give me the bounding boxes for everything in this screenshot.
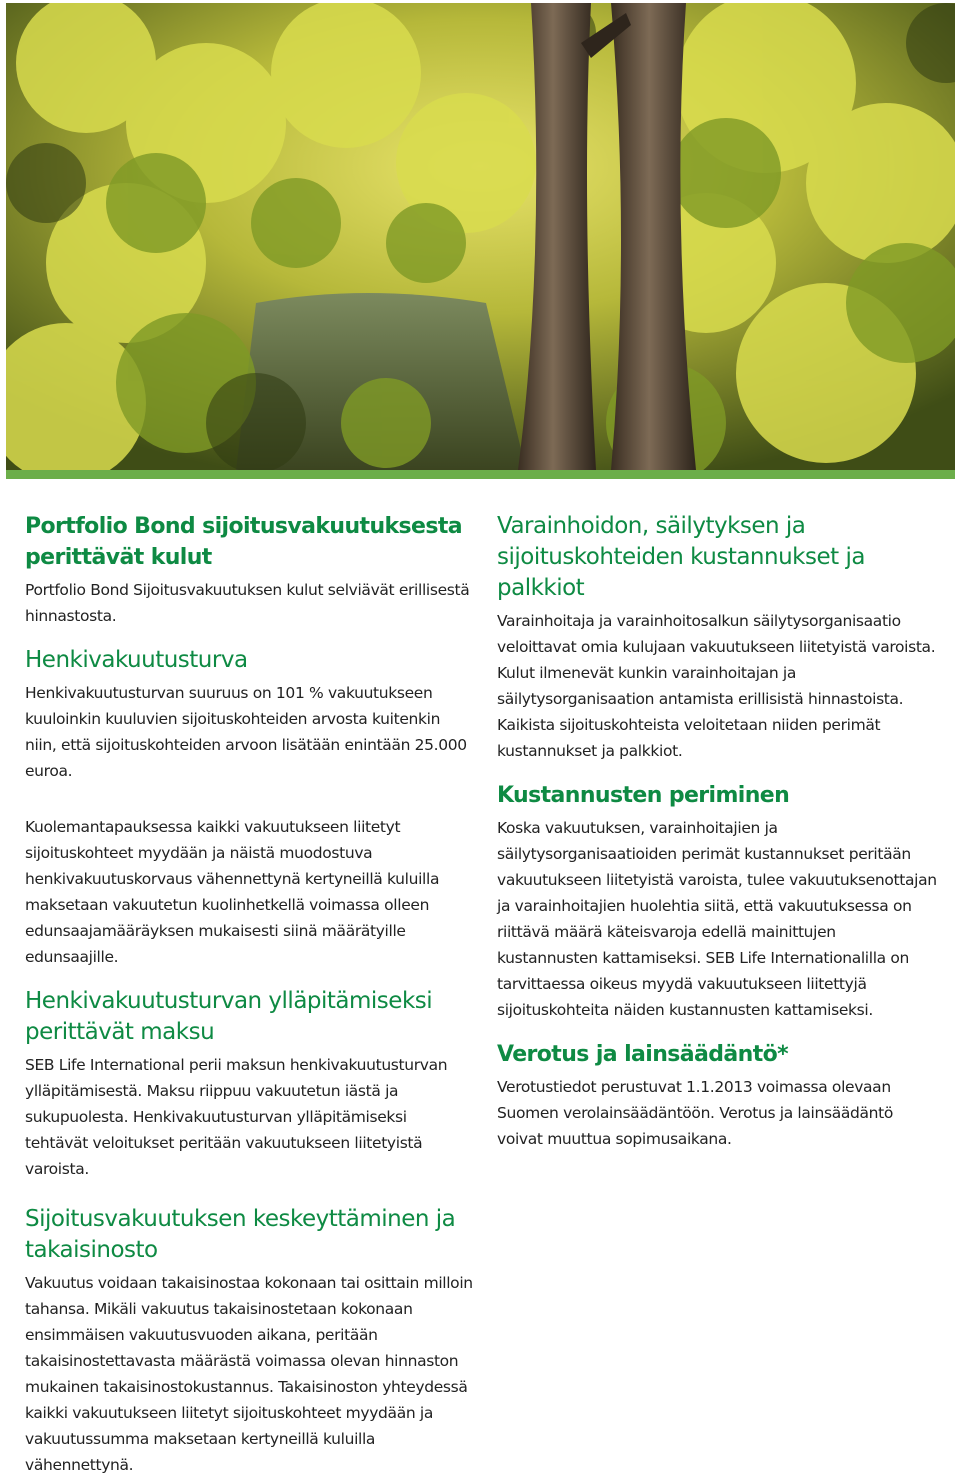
paragraph-portfolio-costs: Portfolio Bond Sijoitusvakuutuksen kulut selviävät erillisestä hinnastosta. xyxy=(25,581,470,625)
heading-line-1: Sijoitusvakuutuksen keskeyttäminen ja xyxy=(25,1206,456,1232)
heading-line-2: sijoituskohteiden kustannukset ja palkkiot xyxy=(497,544,865,601)
left-column xyxy=(25,511,473,1478)
paragraph-surrender: Vakuutus voidaan takaisinostaa kokonaan tai osittain milloin tahansa. Mikäli vakuutus takaisinostetaan kokonaan ensimmäisen vakuutusvuoden aikana, peritään takaisinostettavasta määrästä voimassa olevan hinnaston mukainen takaisinostokustannus. Takaisinoston yhteydessä kaikki vakuutukseen liitetyt sijoituskohteet myydään ja vakuutussumma maksetaan kertyneillä kuluilla vähennettynä. xyxy=(25,1274,473,1474)
heading-life-cover: Henkivakuutusturva xyxy=(25,647,248,673)
heading-surrender xyxy=(25,1204,473,1266)
paragraph-taxation: Verotustiedot perustuvat 1.1.2013 voimassa olevaan Suomen verolainsäädäntöön. Verotus ja lainsäädäntö voivat muuttua sopimusaikana. xyxy=(497,1078,893,1148)
paragraph-cost-collection: Koska vakuutuksen, varainhoitajien ja säilytysorganisaatioiden perimät kustannukset peritään vakuutukseen liitetyistä varoista, tulee vakuutuksenottajan ja varainhoitajien huolehtia siitä, että vakuutuksessa on riittävä määrä käteisvaroja edellä mainittujen kustannusten kattamiseksi. SEB Life Internationalilla on tarvittaessa oikeus myydä vakuutukseen liitettyjä sijoituskohteita näiden kustannusten kattamiseksi. xyxy=(497,819,937,1019)
paragraph-death-benefit: Kuolemantapauksessa kaikki vakuutukseen liitetyt sijoituskohteet myydään ja näistä muodostuva henkivakuutuskorvaus vähennettynä kertyneillä kuluilla maksetaan vakuutetun kuolinhetkellä voimassa olleen edunsaajamääräyksen mukaisesti siinä määrätyille edunsaajille. xyxy=(25,818,440,966)
green-divider xyxy=(6,470,955,479)
right-column xyxy=(497,511,941,1152)
paragraph-asset-management-costs: Varainhoitaja ja varainhoitosalkun säilytysorganisaatio veloittavat omia kulujaan vakuutukseen liitetyistä varoista. Kulut ilmenevät kunkin varainhoitajan ja säilytysorganisaation antamista erillisistä hinnastoista. Kaikista sijoituskohteista veloitetaan niiden perimät kustannukset ja palkkiot. xyxy=(497,612,936,760)
heading-line-1: Portfolio Bond sijoitusvakuutuksesta xyxy=(25,514,463,539)
heading-line-2: perittävät maksu xyxy=(25,1019,215,1045)
heading-line-2: perittävät kulut xyxy=(25,545,212,570)
heading-portfolio-costs xyxy=(25,511,473,573)
paragraph-life-cover: Henkivakuutusturvan suuruus on 101 % vakuutukseen kuuloinkin kuuluvien sijoituskohteiden arvosta kuitenkin niin, että sijoituskohteiden arvoon lisätään enintään 25.000 euroa. xyxy=(25,684,467,780)
heading-line-1: Varainhoidon, säilytyksen ja xyxy=(497,513,806,539)
heading-taxation: Verotus ja lainsäädäntö* xyxy=(497,1042,789,1067)
heading-cost-collection: Kustannusten periminen xyxy=(497,783,790,808)
paragraph-cover-fee: SEB Life International perii maksun henkivakuutusturvan ylläpitämisestä. Maksu riippuu vakuutetun iästä ja sukupuolesta. Henkivakuutusturvan ylläpitämiseksi tehtävät veloitukset peritään vakuutukseen liitetyistä varoista. xyxy=(25,1056,448,1178)
forest-illustration xyxy=(6,3,955,470)
heading-line-2: takaisinosto xyxy=(25,1237,158,1263)
heading-line-1: Henkivakuutusturvan ylläpitämiseksi xyxy=(25,988,433,1014)
forest-photo xyxy=(6,3,955,470)
heading-asset-management-costs xyxy=(497,511,941,604)
heading-cover-fee xyxy=(25,986,473,1048)
